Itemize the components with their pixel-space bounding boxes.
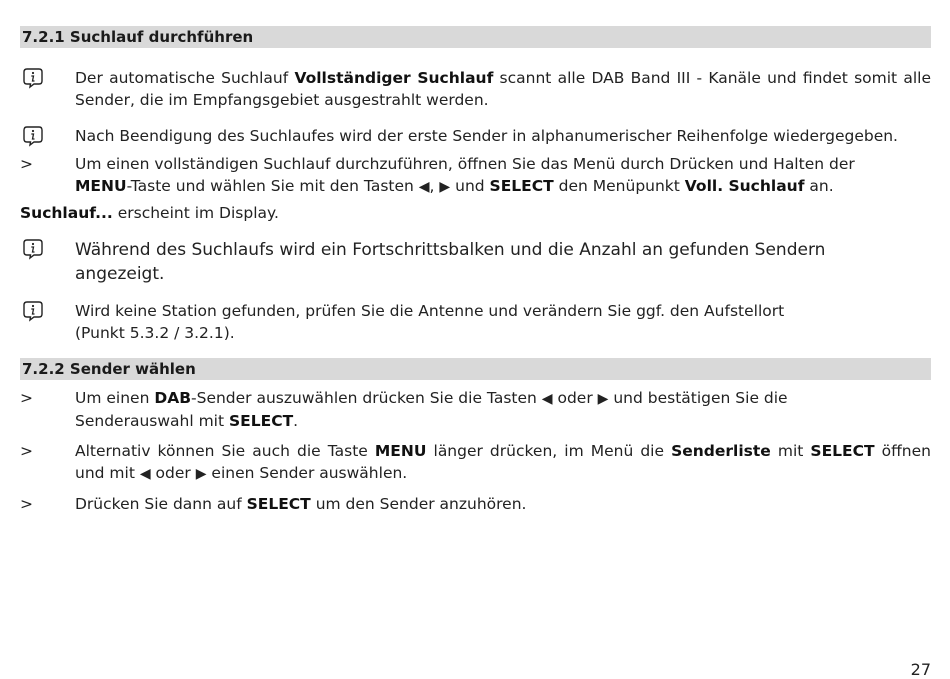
info-line: Wird keine Station gefunden, prüfen Sie die Antenne und verändern Sie ggf. den Aufstellort <box>75 302 785 320</box>
step-line: Um einen vollständigen Suchlauf durchzuführen, öffnen Sie das Menü durch Drücken und Halten der <box>75 155 855 173</box>
step-line: Alternativ können Sie auch die Taste MENU länger drücken, im Menü die Senderliste mit SELECT öffnen <box>75 442 931 460</box>
instruction-step <box>20 493 931 515</box>
right-arrow-icon: ▶ <box>597 391 609 407</box>
instruction-step <box>20 440 931 484</box>
step-line: Um einen DAB-Sender auszuwählen drücken Sie die Tasten ◀ oder ▶ und bestätigen Sie die <box>75 389 788 407</box>
info-icon <box>22 67 44 89</box>
step-marker: > <box>20 155 33 173</box>
info-icon <box>22 300 44 322</box>
step-line: und mit ◀ oder ▶ einen Sender auswählen. <box>75 464 408 482</box>
info-paragraph <box>20 67 931 111</box>
section-heading-7-2-2: 7.2.2 Sender wählen <box>20 358 931 380</box>
step-line: MENU-Taste und wählen Sie mit den Tasten ◀, ▶ und SELECT den Menüpunkt Voll. Suchlauf an. <box>75 177 834 195</box>
info-icon <box>22 238 44 260</box>
info-paragraph <box>20 238 931 286</box>
instruction-step <box>20 153 931 197</box>
step-line: Drücken Sie dann auf SELECT um den Sender anzuhören. <box>75 495 527 513</box>
left-arrow-icon: ◀ <box>541 391 553 407</box>
step-marker: > <box>20 495 33 513</box>
step-line: Senderauswahl mit SELECT. <box>75 412 299 430</box>
left-arrow-icon: ◀ <box>139 466 151 482</box>
info-line: angezeigt. <box>75 264 165 284</box>
info-icon <box>22 125 44 147</box>
info-line: (Punkt 5.3.2 / 3.2.1). <box>75 324 235 342</box>
page-number: 27 <box>910 660 931 679</box>
instruction-step <box>20 387 931 431</box>
step-marker: > <box>20 389 33 407</box>
left-arrow-icon: ◀ <box>418 179 430 195</box>
info-line: Sender, die im Empfangsgebiet ausgestrahlt werden. <box>75 91 489 109</box>
info-paragraph <box>20 125 931 147</box>
section-heading-7-2-1: 7.2.1 Suchlauf durchführen <box>20 26 931 48</box>
info-line: Während des Suchlaufs wird ein Fortschrittsbalken und die Anzahl an gefunden Sendern <box>75 240 826 260</box>
right-arrow-icon: ▶ <box>439 179 451 195</box>
display-note: Suchlauf... erscheint im Display. <box>20 204 279 222</box>
right-arrow-icon: ▶ <box>195 466 207 482</box>
info-line: Der automatische Suchlauf Vollständiger Suchlauf scannt alle DAB Band III - Kanäle und findet somit alle <box>75 69 931 87</box>
step-marker: > <box>20 442 33 460</box>
info-text: Nach Beendigung des Suchlaufes wird der erste Sender in alphanumerischer Reihenfolge wiedergegeben. <box>75 127 898 145</box>
info-paragraph <box>20 300 931 344</box>
